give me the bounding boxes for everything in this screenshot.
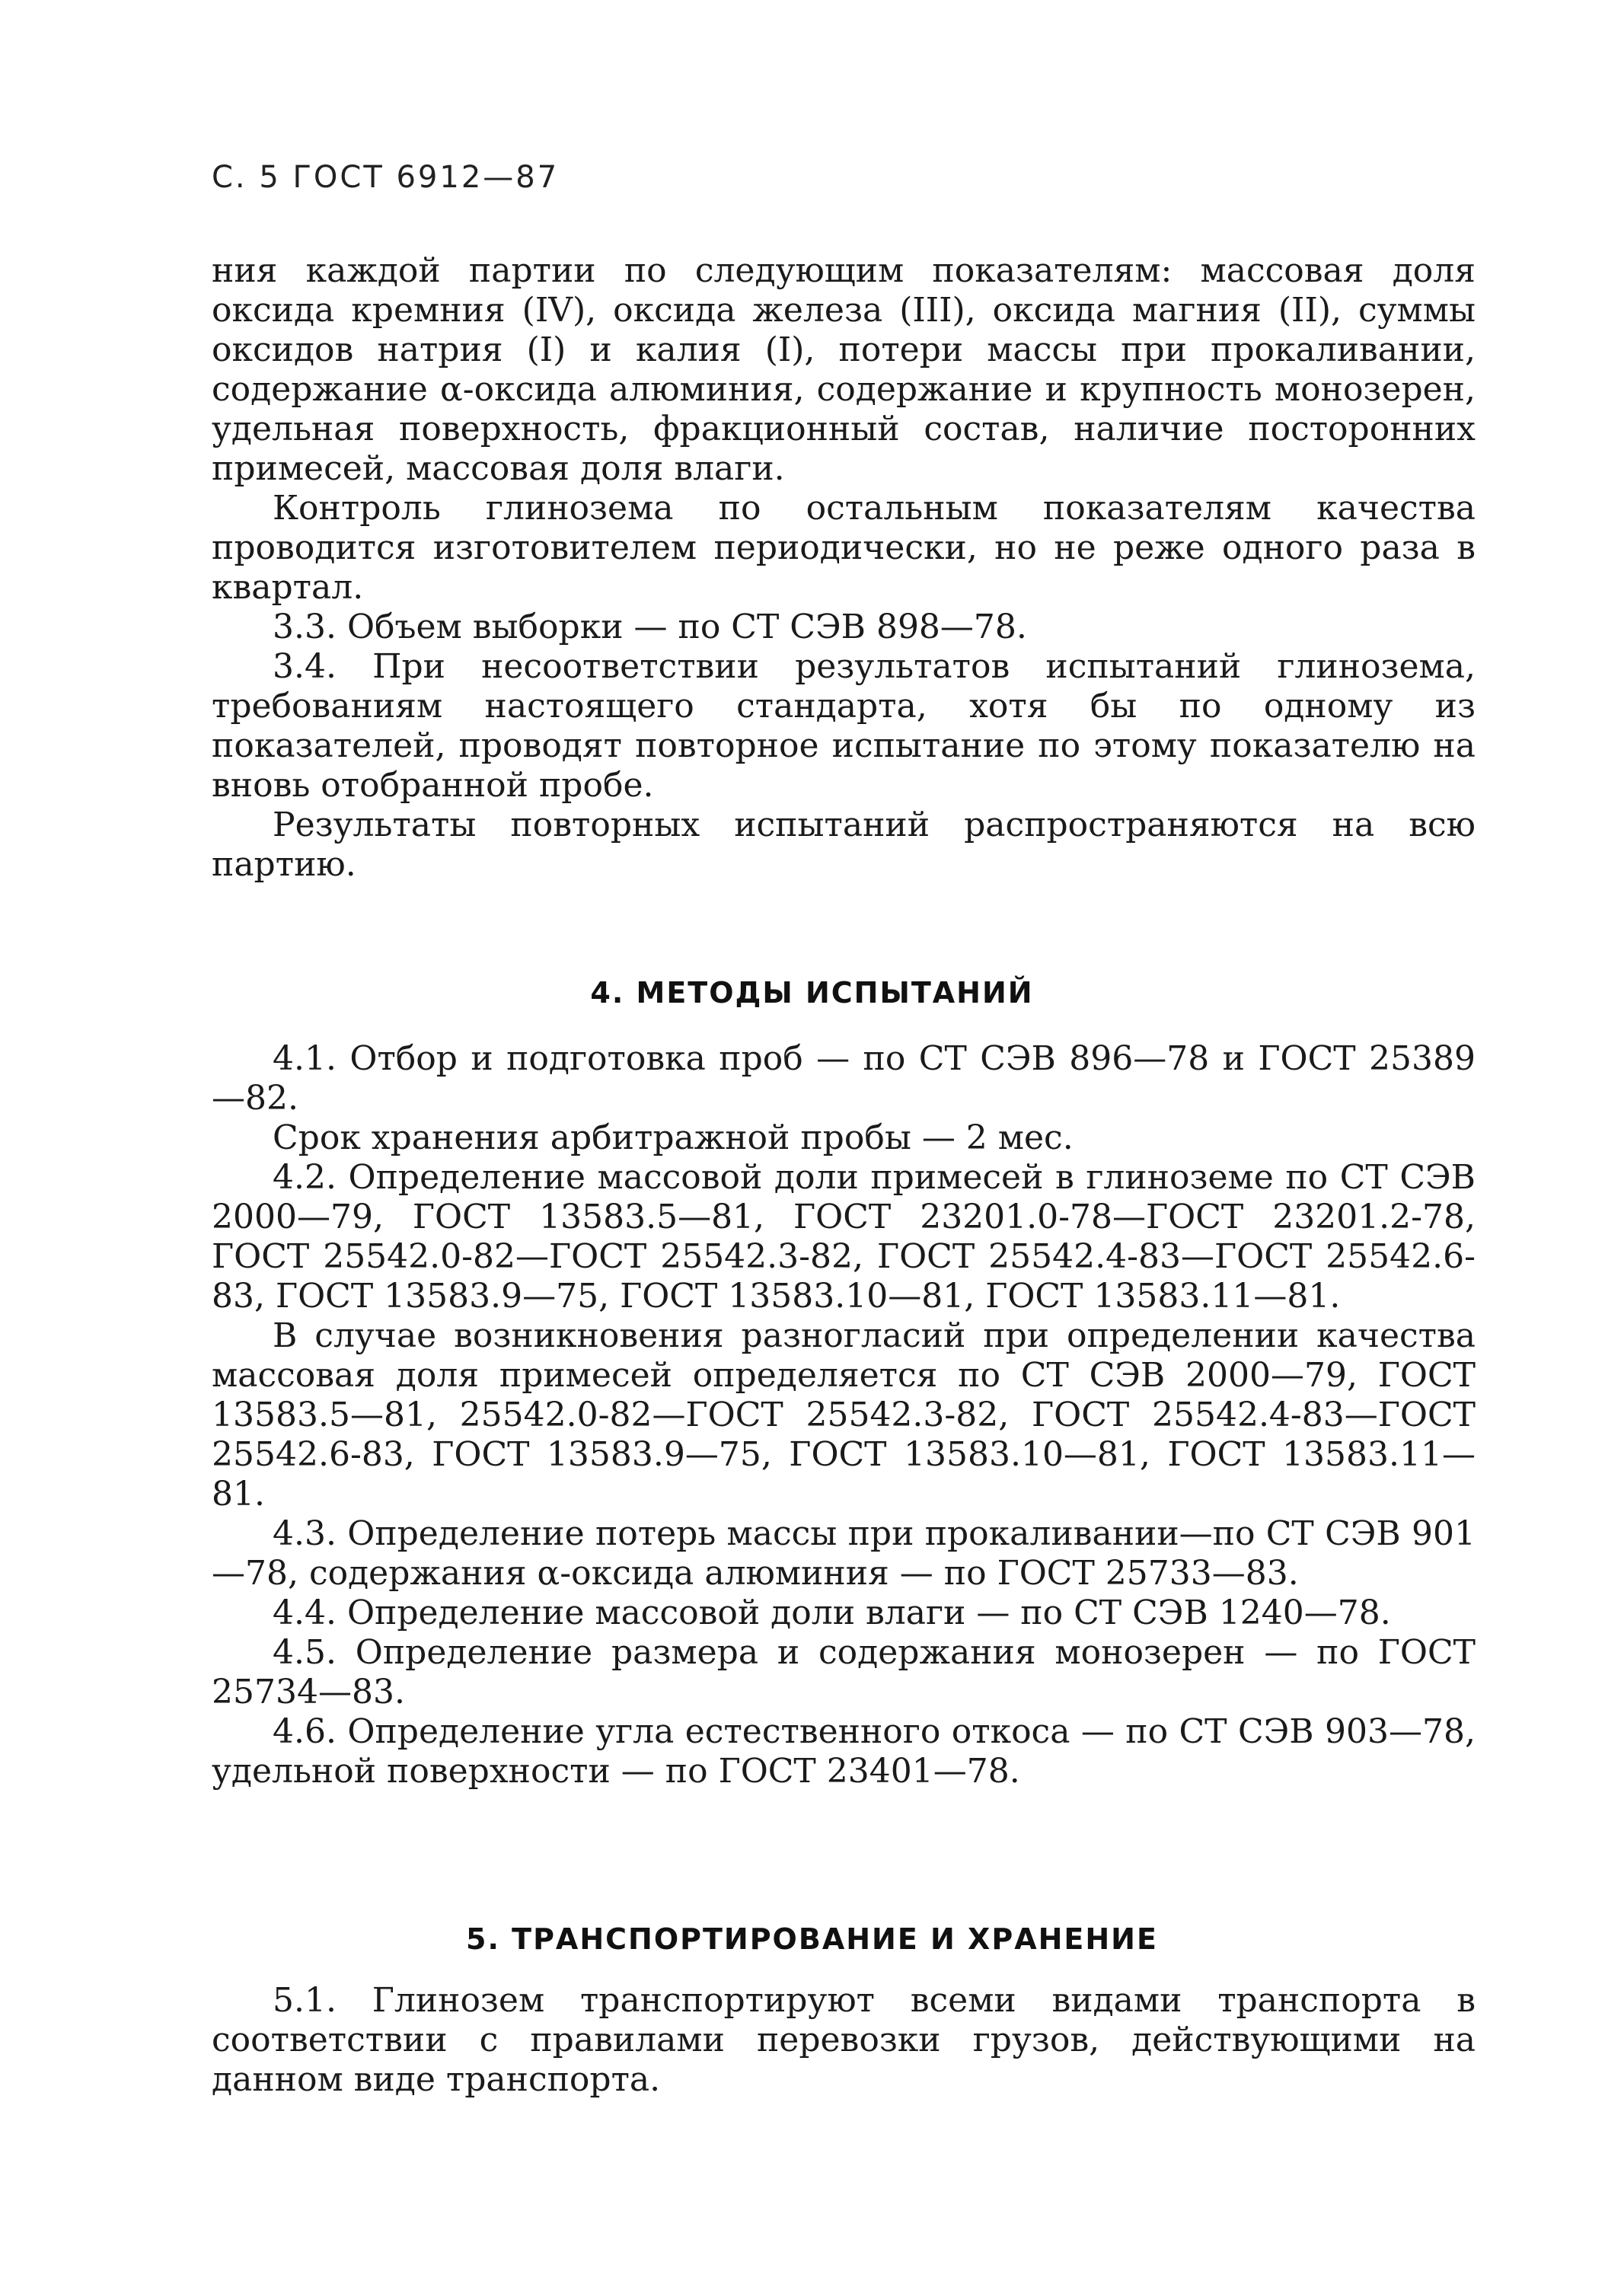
paragraph: 3.3. Объем выборки — по СТ СЭВ 898—78. — [273, 608, 1027, 646]
section-4-body — [212, 1039, 1476, 1791]
section-3-continuation — [212, 251, 1476, 885]
section-heading-transport-storage: 5. ТРАНСПОРТИРОВАНИЕ И ХРАНЕНИЕ — [466, 1922, 1158, 1956]
paragraph: 4.6. Определение угла естественного откоса — по СТ СЭВ 903—78, удельной поверхности — по ГОСТ 23401—78. — [212, 1712, 1476, 1791]
paragraph: 4.1. Отбор и подготовка проб — по СТ СЭВ 896—78 и ГОСТ 25389—82. — [212, 1039, 1476, 1118]
paragraph: 5.1. Глинозем транспортируют всеми видами транспорта в соответствии с правилами перевозки грузов, действующими на данном виде транспорта. — [212, 1981, 1476, 2099]
paragraph: Результаты повторных испытаний распространяются на всю партию. — [212, 805, 1476, 884]
paragraph: 3.4. При несоответствии результатов испытаний глинозема, требованиям настоящего стандарта, хотя бы по одному из показателей, проводят повторное испытание по этому показателю на вновь отобранной пробе. — [212, 647, 1476, 805]
paragraph: Контроль глинозема по остальным показателям качества проводится изготовителем периодически, но не реже одного раза в квартал. — [212, 489, 1476, 607]
running-header: С. 5 ГОСТ 6912—87 — [212, 160, 560, 195]
paragraph: В случае возникновения разногласий при определении качества массовая доля примесей определяется по СТ СЭВ 2000—79, ГОСТ 13583.5—81, 25542.0-82—ГОСТ 25542.3-82, ГОСТ 25542.4-83—ГОСТ 25542.6-83, ГОСТ 13583.9—75, ГОСТ 13583.10—81, ГОСТ 13583.11—81. — [212, 1316, 1476, 1514]
paragraph: Срок хранения арбитражной пробы — 2 мес. — [273, 1118, 1074, 1157]
paragraph: 4.5. Определение размера и содержания монозерен — по ГОСТ 25734—83. — [212, 1633, 1476, 1711]
paragraph: 4.4. Определение массовой доли влаги — по СТ СЭВ 1240—78. — [273, 1593, 1391, 1632]
paragraph: ния каждой партии по следующим показателям: массовая доля оксида кремния (IV), оксида железа (III), оксида магния (II), суммы оксидов натрия (I) и калия (I), потери массы при прокаливании, содержание α-оксида алюминия, содержание и крупность монозерен, удельная поверхность, фракционный состав, наличие посторонних примесей, массовая доля влаги. — [212, 251, 1476, 488]
section-heading-test-methods: 4. МЕТОДЫ ИСПЫТАНИЙ — [590, 976, 1034, 1010]
section-5-body — [212, 1981, 1476, 2100]
paragraph: 4.2. Определение массовой доли примесей в глиноземе по СТ СЭВ 2000—79, ГОСТ 13583.5—81, ГОСТ 23201.0-78—ГОСТ 23201.2-78, ГОСТ 25542.0-82—ГОСТ 25542.3-82, ГОСТ 25542.4-83—ГОСТ 25542.6-83, ГОСТ 13583.9—75, ГОСТ 13583.10—81, ГОСТ 13583.11—81. — [212, 1158, 1476, 1316]
paragraph: 4.3. Определение потерь массы при прокаливании—по СТ СЭВ 901—78, содержания α-оксида алюминия — по ГОСТ 25733—83. — [212, 1514, 1476, 1593]
